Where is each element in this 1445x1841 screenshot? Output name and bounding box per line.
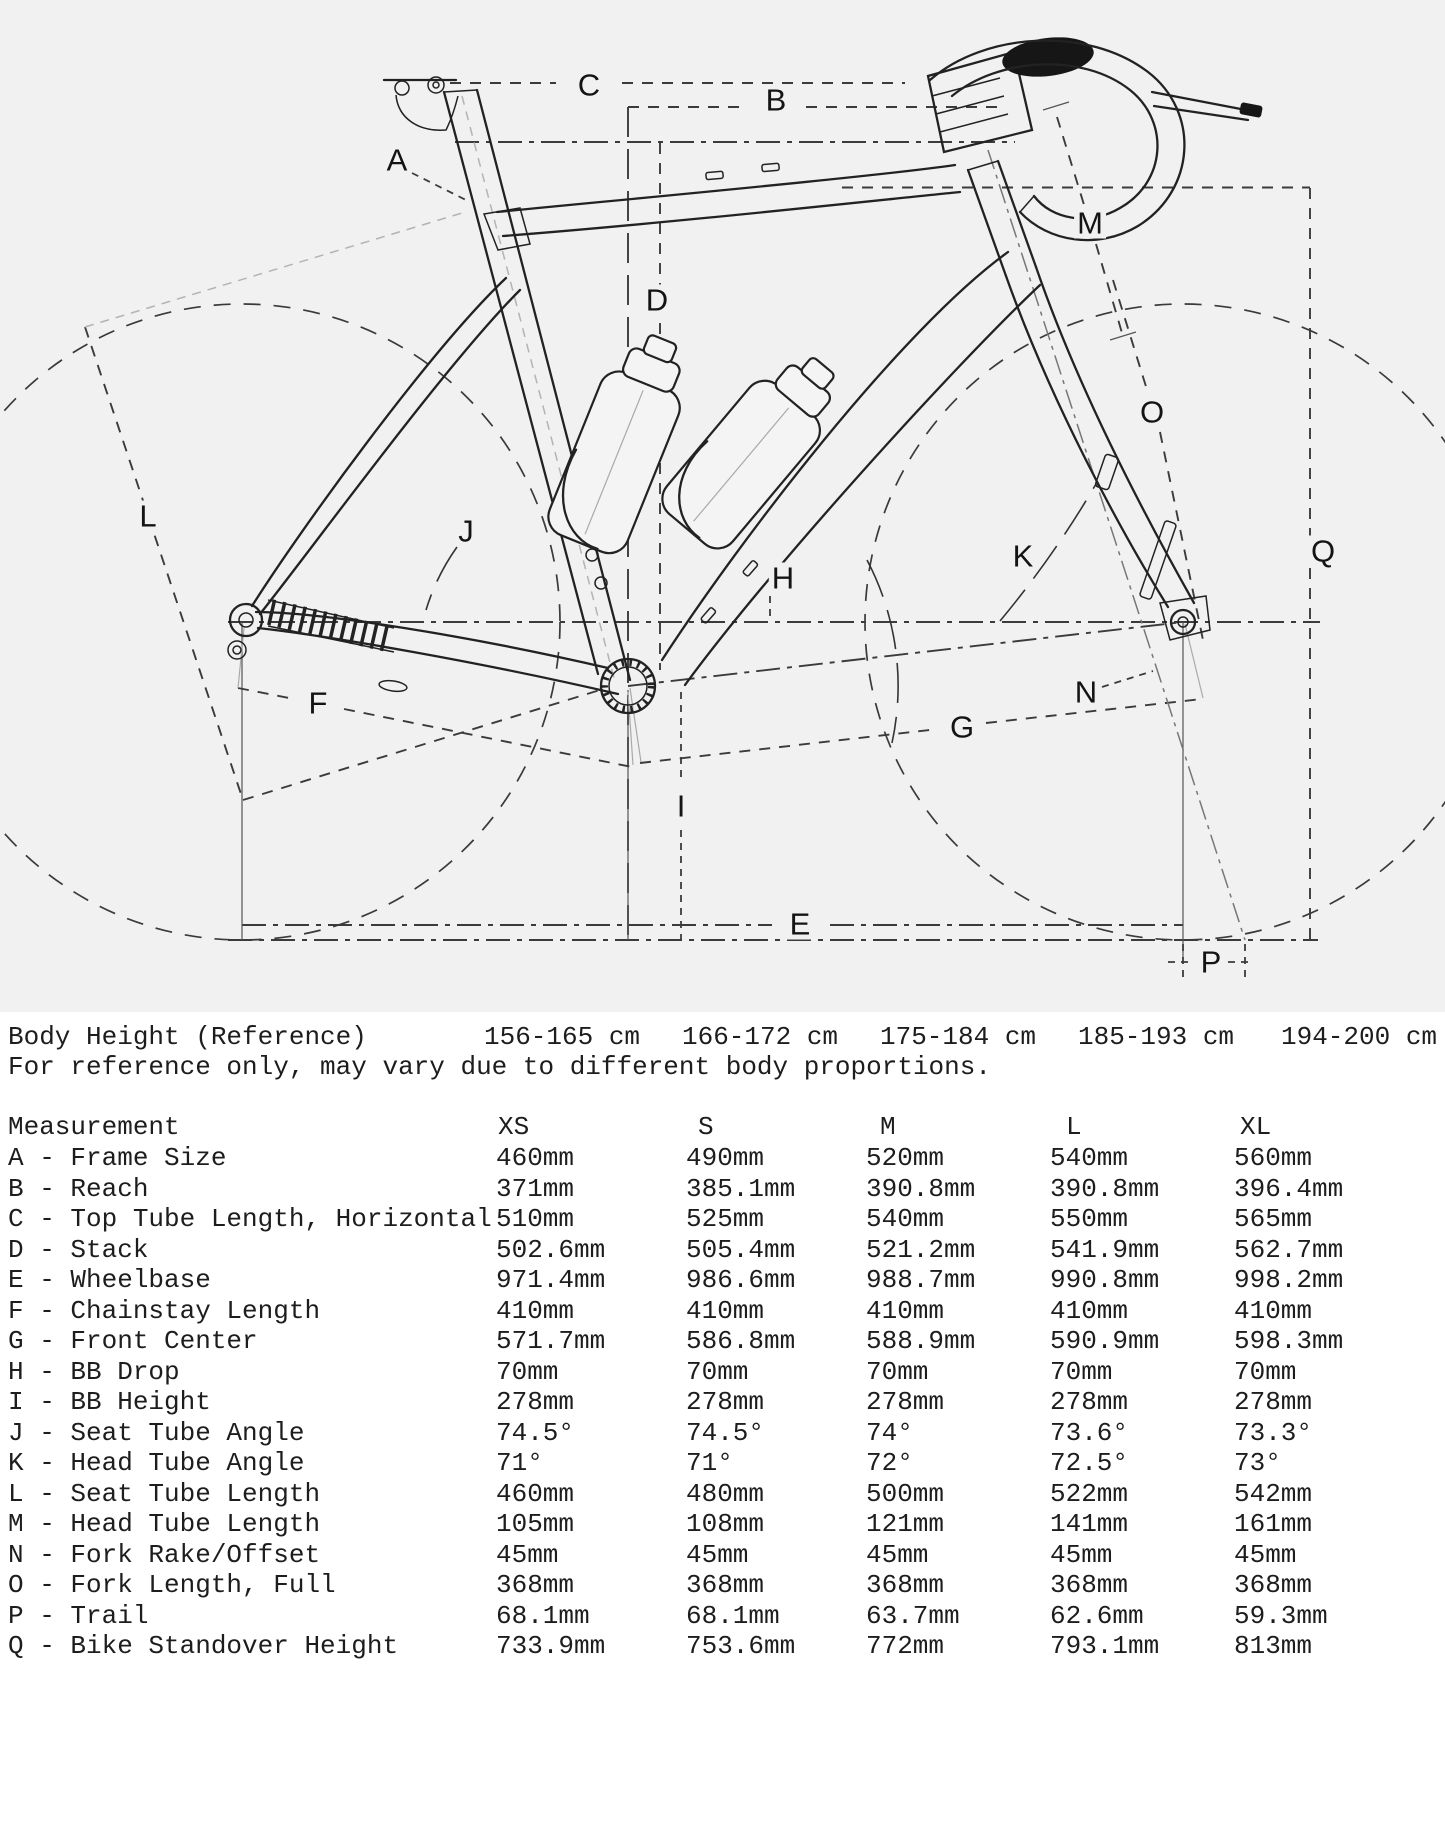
column-header-size: M bbox=[880, 1112, 896, 1142]
size-value: 588.9mm bbox=[866, 1326, 976, 1356]
seat-clamp-wedge bbox=[484, 208, 530, 250]
measurement-label: O - Fork Length, Full bbox=[8, 1570, 336, 1600]
dim-label-O: O bbox=[1137, 397, 1167, 428]
size-value: 62.6mm bbox=[1050, 1601, 1144, 1631]
body-height-range: 175-184 cm bbox=[880, 1022, 1037, 1052]
measurement-label: A - Frame Size bbox=[8, 1143, 227, 1173]
measurement-label: N - Fork Rake/Offset bbox=[8, 1540, 321, 1570]
table-row bbox=[0, 1418, 1445, 1448]
table-header-row bbox=[0, 1112, 1445, 1142]
dim-label-F: F bbox=[306, 688, 331, 719]
dim-label-L: L bbox=[136, 501, 159, 532]
fork bbox=[1006, 267, 1210, 640]
size-value: 410mm bbox=[1234, 1296, 1313, 1326]
chain-stay-port bbox=[378, 679, 407, 693]
size-value: 368mm bbox=[686, 1570, 765, 1600]
seat-stay-upper bbox=[252, 278, 506, 606]
measurement-label: P - Trail bbox=[8, 1601, 149, 1631]
seat-stay-lower bbox=[260, 290, 520, 614]
rear-dropout-inner bbox=[239, 613, 253, 627]
size-value: 68.1mm bbox=[496, 1601, 590, 1631]
size-value: 70mm bbox=[1050, 1357, 1113, 1387]
body-height-note: For reference only, may vary due to different body proportions. bbox=[8, 1052, 991, 1082]
column-header-measurement: Measurement bbox=[8, 1112, 180, 1142]
down-tube-boss-2 bbox=[742, 560, 758, 577]
size-value: 562.7mm bbox=[1234, 1235, 1344, 1265]
size-value: 410mm bbox=[1050, 1296, 1129, 1326]
saddle-clamp-bolt-1 bbox=[395, 81, 409, 95]
size-value: 278mm bbox=[866, 1387, 945, 1417]
size-value: 390.8mm bbox=[866, 1174, 976, 1204]
size-value: 541.9mm bbox=[1050, 1235, 1160, 1265]
table-row bbox=[0, 1540, 1445, 1570]
size-value: 521.2mm bbox=[866, 1235, 976, 1265]
dim-label-N: N bbox=[1072, 677, 1100, 708]
size-value: 368mm bbox=[1050, 1570, 1129, 1600]
lever-tip bbox=[1239, 102, 1263, 118]
column-header-size: XL bbox=[1240, 1112, 1272, 1142]
size-value: 540mm bbox=[1050, 1143, 1129, 1173]
table-row bbox=[0, 1448, 1445, 1478]
body-height-label: Body Height (Reference) bbox=[8, 1022, 367, 1052]
body-height-range: 166-172 cm bbox=[682, 1022, 839, 1052]
bike-frame bbox=[228, 33, 1263, 713]
size-value: 396.4mm bbox=[1234, 1174, 1344, 1204]
top-tube-lower bbox=[503, 192, 960, 236]
dim-label-M: M bbox=[1074, 208, 1106, 239]
size-value: 68.1mm bbox=[686, 1601, 780, 1631]
bottle-seat-tube bbox=[542, 324, 702, 559]
size-value: 520mm bbox=[866, 1143, 945, 1173]
dim-l-left-edge bbox=[85, 327, 243, 800]
measurement-label: L - Seat Tube Length bbox=[8, 1479, 321, 1509]
size-value: 500mm bbox=[866, 1479, 945, 1509]
dim-label-I: I bbox=[674, 791, 689, 822]
size-value: 390.8mm bbox=[1050, 1174, 1160, 1204]
size-value: 63.7mm bbox=[866, 1601, 960, 1631]
size-value: 59.3mm bbox=[1234, 1601, 1328, 1631]
fork-blade-right bbox=[1036, 267, 1194, 603]
size-value: 278mm bbox=[1234, 1387, 1313, 1417]
table-row bbox=[0, 1509, 1445, 1539]
table-row bbox=[0, 1174, 1445, 1204]
measurement-label: M - Head Tube Length bbox=[8, 1509, 321, 1539]
size-value: 571.7mm bbox=[496, 1326, 606, 1356]
size-value: 45mm bbox=[686, 1540, 749, 1570]
drop-bar-end bbox=[1020, 196, 1034, 212]
size-value: 71° bbox=[686, 1448, 733, 1478]
head-tube-right bbox=[998, 161, 1036, 267]
brake-lever bbox=[1152, 92, 1248, 120]
top-tube-upper bbox=[497, 165, 955, 212]
size-value: 586.8mm bbox=[686, 1326, 796, 1356]
table-row bbox=[0, 1570, 1445, 1600]
size-value: 998.2mm bbox=[1234, 1265, 1344, 1295]
size-value: 368mm bbox=[496, 1570, 575, 1600]
measurement-label: F - Chainstay Length bbox=[8, 1296, 321, 1326]
size-value: 70mm bbox=[1234, 1357, 1297, 1387]
dim-l-top-edge bbox=[85, 213, 462, 327]
seatpost-top bbox=[444, 90, 477, 92]
size-value: 278mm bbox=[686, 1387, 765, 1417]
headset-spacers bbox=[932, 78, 1008, 132]
seat-tube-centerline bbox=[462, 96, 614, 678]
table-row bbox=[0, 1357, 1445, 1387]
measurement-label: H - BB Drop bbox=[8, 1357, 180, 1387]
size-value: 121mm bbox=[866, 1509, 945, 1539]
measurement-label: K - Head Tube Angle bbox=[8, 1448, 305, 1478]
size-value: 990.8mm bbox=[1050, 1265, 1160, 1295]
chain-stay-lower bbox=[258, 628, 618, 694]
size-value: 385.1mm bbox=[686, 1174, 796, 1204]
dim-label-J: J bbox=[455, 516, 477, 547]
size-value: 510mm bbox=[496, 1204, 575, 1234]
size-value: 565mm bbox=[1234, 1204, 1313, 1234]
size-value: 542mm bbox=[1234, 1479, 1313, 1509]
size-value: 971.4mm bbox=[496, 1265, 606, 1295]
dim-label-C: C bbox=[575, 70, 603, 101]
dim-label-H: H bbox=[769, 563, 797, 594]
size-value: 105mm bbox=[496, 1509, 575, 1539]
size-value: 550mm bbox=[1050, 1204, 1129, 1234]
size-value: 71° bbox=[496, 1448, 543, 1478]
dim-label-D: D bbox=[643, 285, 671, 316]
size-value: 73° bbox=[1234, 1448, 1281, 1478]
body-height-row bbox=[0, 1022, 1445, 1052]
column-header-size: L bbox=[1066, 1112, 1082, 1142]
seat-tube-left bbox=[444, 92, 598, 674]
table-row bbox=[0, 1631, 1445, 1661]
size-value: 368mm bbox=[1234, 1570, 1313, 1600]
table-row bbox=[0, 1204, 1445, 1234]
table-row bbox=[0, 1601, 1445, 1631]
size-value: 371mm bbox=[496, 1174, 575, 1204]
size-value: 560mm bbox=[1234, 1143, 1313, 1173]
size-value: 278mm bbox=[1050, 1387, 1129, 1417]
size-value: 45mm bbox=[1234, 1540, 1297, 1570]
bottle-down-tube bbox=[654, 338, 857, 556]
dim-label-P: P bbox=[1198, 947, 1225, 978]
body-height-note-row bbox=[0, 1052, 1445, 1082]
table-row bbox=[0, 1326, 1445, 1356]
measurement-label: J - Seat Tube Angle bbox=[8, 1418, 305, 1448]
size-value: 72.5° bbox=[1050, 1448, 1129, 1478]
size-value: 480mm bbox=[686, 1479, 765, 1509]
size-value: 460mm bbox=[496, 1479, 575, 1509]
size-value: 368mm bbox=[866, 1570, 945, 1600]
size-value: 590.9mm bbox=[1050, 1326, 1160, 1356]
size-value: 72° bbox=[866, 1448, 913, 1478]
seat-angle-arc-left bbox=[426, 547, 457, 610]
size-value: 74.5° bbox=[686, 1418, 765, 1448]
measurement-label: I - BB Height bbox=[8, 1387, 211, 1417]
top-tube-port-2 bbox=[762, 163, 780, 171]
column-header-size: XS bbox=[498, 1112, 530, 1142]
dim-label-A: A bbox=[384, 145, 411, 176]
body-height-range: 185-193 cm bbox=[1078, 1022, 1235, 1052]
body-height-range: 156-165 cm bbox=[484, 1022, 641, 1052]
size-value: 522mm bbox=[1050, 1479, 1129, 1509]
size-value: 74° bbox=[866, 1418, 913, 1448]
table-row bbox=[0, 1479, 1445, 1509]
size-value: 988.7mm bbox=[866, 1265, 976, 1295]
top-tube-port-1 bbox=[706, 171, 724, 179]
size-value: 74.5° bbox=[496, 1418, 575, 1448]
size-value: 793.1mm bbox=[1050, 1631, 1160, 1661]
size-value: 410mm bbox=[686, 1296, 765, 1326]
size-value: 70mm bbox=[496, 1357, 559, 1387]
measurement-label: E - Wheelbase bbox=[8, 1265, 211, 1295]
size-value: 813mm bbox=[1234, 1631, 1313, 1661]
measurement-label: B - Reach bbox=[8, 1174, 149, 1204]
table-row bbox=[0, 1235, 1445, 1265]
column-header-size: S bbox=[698, 1112, 714, 1142]
size-value: 45mm bbox=[1050, 1540, 1113, 1570]
size-value: 73.3° bbox=[1234, 1418, 1313, 1448]
measurement-label: G - Front Center bbox=[8, 1326, 258, 1356]
rear-dropout-outer bbox=[230, 604, 262, 636]
size-value: 525mm bbox=[686, 1204, 765, 1234]
rear-axle-hatch bbox=[270, 612, 392, 640]
measurement-label: D - Stack bbox=[8, 1235, 149, 1265]
size-value: 753.6mm bbox=[686, 1631, 796, 1661]
seat-angle-arc-right bbox=[867, 560, 898, 743]
size-value: 733.9mm bbox=[496, 1631, 606, 1661]
body-height-range: 194-200 cm bbox=[1281, 1022, 1438, 1052]
size-value: 410mm bbox=[496, 1296, 575, 1326]
dim-o-fork-line bbox=[1113, 280, 1203, 640]
table-row bbox=[0, 1143, 1445, 1173]
size-value: 141mm bbox=[1050, 1509, 1129, 1539]
dim-l-bottom-edge bbox=[243, 690, 600, 800]
dim-n-rake-pointer bbox=[1102, 671, 1153, 687]
size-value: 45mm bbox=[866, 1540, 929, 1570]
size-value: 772mm bbox=[866, 1631, 945, 1661]
dim-label-K: K bbox=[1010, 541, 1037, 572]
table-row bbox=[0, 1265, 1445, 1295]
size-value: 73.6° bbox=[1050, 1418, 1129, 1448]
size-value: 460mm bbox=[496, 1143, 575, 1173]
measurement-label: Q - Bike Standover Height bbox=[8, 1631, 399, 1661]
derailleur-hanger bbox=[228, 641, 246, 659]
size-value: 502.6mm bbox=[496, 1235, 606, 1265]
size-value: 410mm bbox=[866, 1296, 945, 1326]
size-value: 598.3mm bbox=[1234, 1326, 1344, 1356]
size-value: 278mm bbox=[496, 1387, 575, 1417]
size-value: 540mm bbox=[866, 1204, 945, 1234]
size-value: 490mm bbox=[686, 1143, 765, 1173]
size-value: 161mm bbox=[1234, 1509, 1313, 1539]
dim-g-front-center-line bbox=[640, 699, 1202, 763]
measurement-label: C - Top Tube Length, Horizontal bbox=[8, 1204, 492, 1234]
derailleur-hanger-bolt bbox=[233, 646, 241, 654]
dim-label-G: G bbox=[947, 712, 977, 743]
table-row bbox=[0, 1387, 1445, 1417]
size-value: 505.4mm bbox=[686, 1235, 796, 1265]
dim-label-B: B bbox=[763, 85, 790, 116]
size-value: 108mm bbox=[686, 1509, 765, 1539]
seat-tube-boss-1 bbox=[586, 549, 598, 561]
dim-label-E: E bbox=[787, 909, 814, 940]
dim-f-chainstay-line bbox=[238, 688, 632, 767]
saddle-clamp-bolt-2-inner bbox=[433, 82, 439, 88]
table-row bbox=[0, 1296, 1445, 1326]
dim-a-pointer bbox=[412, 173, 470, 202]
size-value: 45mm bbox=[496, 1540, 559, 1570]
size-value: 70mm bbox=[686, 1357, 749, 1387]
chain-stay-upper bbox=[256, 612, 608, 668]
size-value: 70mm bbox=[866, 1357, 929, 1387]
dim-label-Q: Q bbox=[1308, 536, 1338, 567]
size-value: 986.6mm bbox=[686, 1265, 796, 1295]
rear-dropout bbox=[228, 600, 394, 659]
